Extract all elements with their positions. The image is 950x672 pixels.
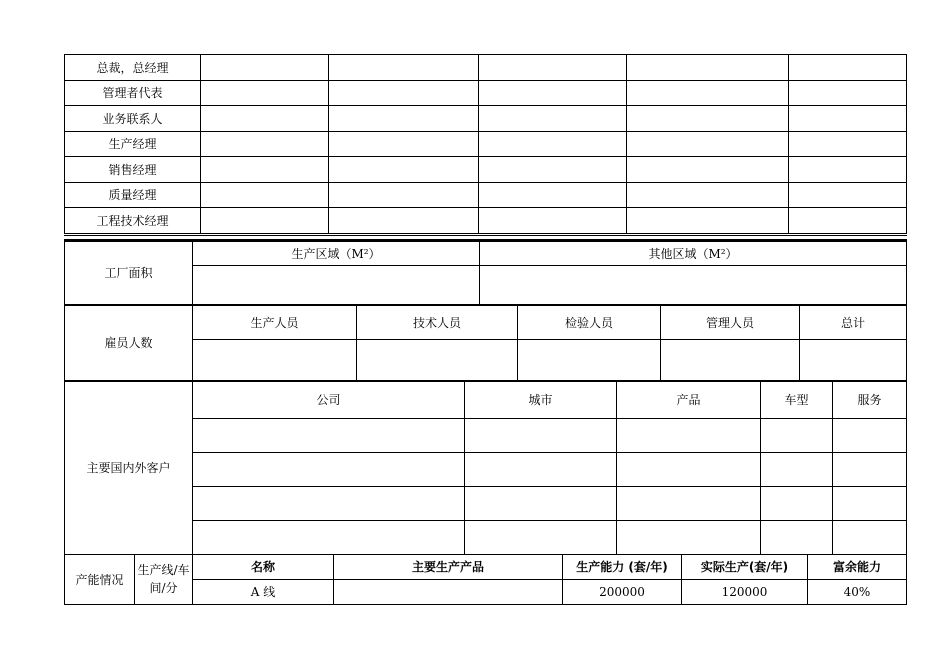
customers-label: 主要国内外客户 (65, 381, 193, 555)
input-cell[interactable] (789, 80, 907, 106)
input-cell[interactable] (479, 80, 627, 106)
input-cell[interactable] (465, 452, 617, 486)
product-cell[interactable] (334, 579, 563, 604)
input-cell[interactable] (329, 157, 479, 183)
personnel-label: 质量经理 (65, 182, 201, 208)
capacity-table (64, 554, 907, 605)
input-cell[interactable] (201, 80, 329, 106)
input-cell[interactable] (627, 157, 789, 183)
employees-table (64, 305, 907, 381)
table-row (65, 55, 907, 81)
input-cell[interactable] (329, 208, 479, 235)
table-row (65, 131, 907, 157)
input-cell[interactable] (193, 520, 465, 554)
employees-header: 管理人员 (661, 305, 800, 339)
capacity-header: 生产能力 (套/年) (563, 554, 682, 579)
customers-header: 服务 (833, 381, 907, 419)
input-cell[interactable] (761, 418, 833, 452)
input-cell[interactable] (329, 182, 479, 208)
customers-header: 公司 (193, 381, 465, 419)
other-area-value[interactable] (480, 265, 907, 304)
customers-header: 城市 (465, 381, 617, 419)
capacity-sub-label: 生产线/车间/分 (135, 554, 193, 604)
input-cell[interactable] (193, 339, 357, 380)
input-cell[interactable] (627, 106, 789, 132)
personnel-label: 销售经理 (65, 157, 201, 183)
capacity-header: 主要生产产品 (334, 554, 563, 579)
input-cell[interactable] (833, 418, 907, 452)
other-area-header: 其他区域（M²） (480, 240, 907, 265)
table-row (65, 554, 907, 579)
production-area-header: 生产区域（M²） (193, 240, 480, 265)
input-cell[interactable] (833, 452, 907, 486)
input-cell[interactable] (479, 106, 627, 132)
input-cell[interactable] (789, 208, 907, 235)
personnel-label: 业务联系人 (65, 106, 201, 132)
input-cell[interactable] (617, 486, 761, 520)
input-cell[interactable] (465, 486, 617, 520)
capacity-header: 名称 (193, 554, 334, 579)
input-cell[interactable] (201, 182, 329, 208)
table-row (65, 80, 907, 106)
employees-header: 技术人员 (357, 305, 518, 339)
input-cell[interactable] (627, 208, 789, 235)
input-cell[interactable] (201, 55, 329, 81)
table-row (65, 381, 907, 419)
factory-area-label: 工厂面积 (65, 240, 193, 304)
input-cell[interactable] (617, 520, 761, 554)
input-cell[interactable] (761, 486, 833, 520)
customers-header: 车型 (761, 381, 833, 419)
input-cell[interactable] (329, 131, 479, 157)
employees-header: 生产人员 (193, 305, 357, 339)
input-cell[interactable] (518, 339, 661, 380)
input-cell[interactable] (201, 157, 329, 183)
input-cell[interactable] (357, 339, 518, 380)
customers-header: 产品 (617, 381, 761, 419)
input-cell[interactable] (193, 452, 465, 486)
table-row (65, 106, 907, 132)
input-cell[interactable] (329, 80, 479, 106)
table-row (65, 208, 907, 235)
input-cell[interactable] (789, 55, 907, 81)
input-cell[interactable] (479, 208, 627, 235)
surplus-cell[interactable]: 40% (808, 579, 907, 604)
input-cell[interactable] (761, 520, 833, 554)
employees-label: 雇员人数 (65, 305, 193, 380)
input-cell[interactable] (329, 106, 479, 132)
input-cell[interactable] (465, 418, 617, 452)
input-cell[interactable] (789, 131, 907, 157)
form-sheet (64, 54, 906, 605)
employees-header: 检验人员 (518, 305, 661, 339)
personnel-label: 工程技术经理 (65, 208, 201, 235)
input-cell[interactable] (193, 486, 465, 520)
capacity-header: 实际生产(套/年) (682, 554, 808, 579)
factory-area-table (64, 239, 907, 305)
capacity-cell[interactable]: 200000 (563, 579, 682, 604)
line-name-cell[interactable]: A 线 (193, 579, 334, 604)
customers-table (64, 380, 907, 555)
personnel-table (64, 54, 907, 236)
input-cell[interactable] (479, 55, 627, 81)
personnel-label: 生产经理 (65, 131, 201, 157)
production-area-value[interactable] (193, 265, 480, 304)
input-cell[interactable] (661, 339, 800, 380)
personnel-label: 总裁，总经理 (65, 55, 201, 81)
input-cell[interactable] (627, 131, 789, 157)
capacity-header: 富余能力 (808, 554, 907, 579)
input-cell[interactable] (789, 106, 907, 132)
input-cell[interactable] (761, 452, 833, 486)
input-cell[interactable] (627, 80, 789, 106)
input-cell[interactable] (465, 520, 617, 554)
table-row (65, 305, 907, 339)
table-row (65, 182, 907, 208)
input-cell[interactable] (627, 182, 789, 208)
input-cell[interactable] (193, 418, 465, 452)
actual-cell[interactable]: 120000 (682, 579, 808, 604)
capacity-label: 产能情况 (65, 554, 135, 604)
table-row (65, 240, 907, 265)
input-cell[interactable] (789, 182, 907, 208)
input-cell[interactable] (617, 418, 761, 452)
input-cell[interactable] (833, 520, 907, 554)
input-cell[interactable] (479, 157, 627, 183)
input-cell[interactable] (789, 157, 907, 183)
input-cell[interactable] (201, 131, 329, 157)
input-cell[interactable] (329, 55, 479, 81)
input-cell[interactable] (627, 55, 789, 81)
input-cell[interactable] (201, 208, 329, 235)
personnel-label: 管理者代表 (65, 80, 201, 106)
employees-header: 总计 (800, 305, 907, 339)
input-cell[interactable] (201, 106, 329, 132)
input-cell[interactable] (617, 452, 761, 486)
table-row (65, 157, 907, 183)
input-cell[interactable] (479, 131, 627, 157)
input-cell[interactable] (800, 339, 907, 380)
input-cell[interactable] (833, 486, 907, 520)
input-cell[interactable] (479, 182, 627, 208)
